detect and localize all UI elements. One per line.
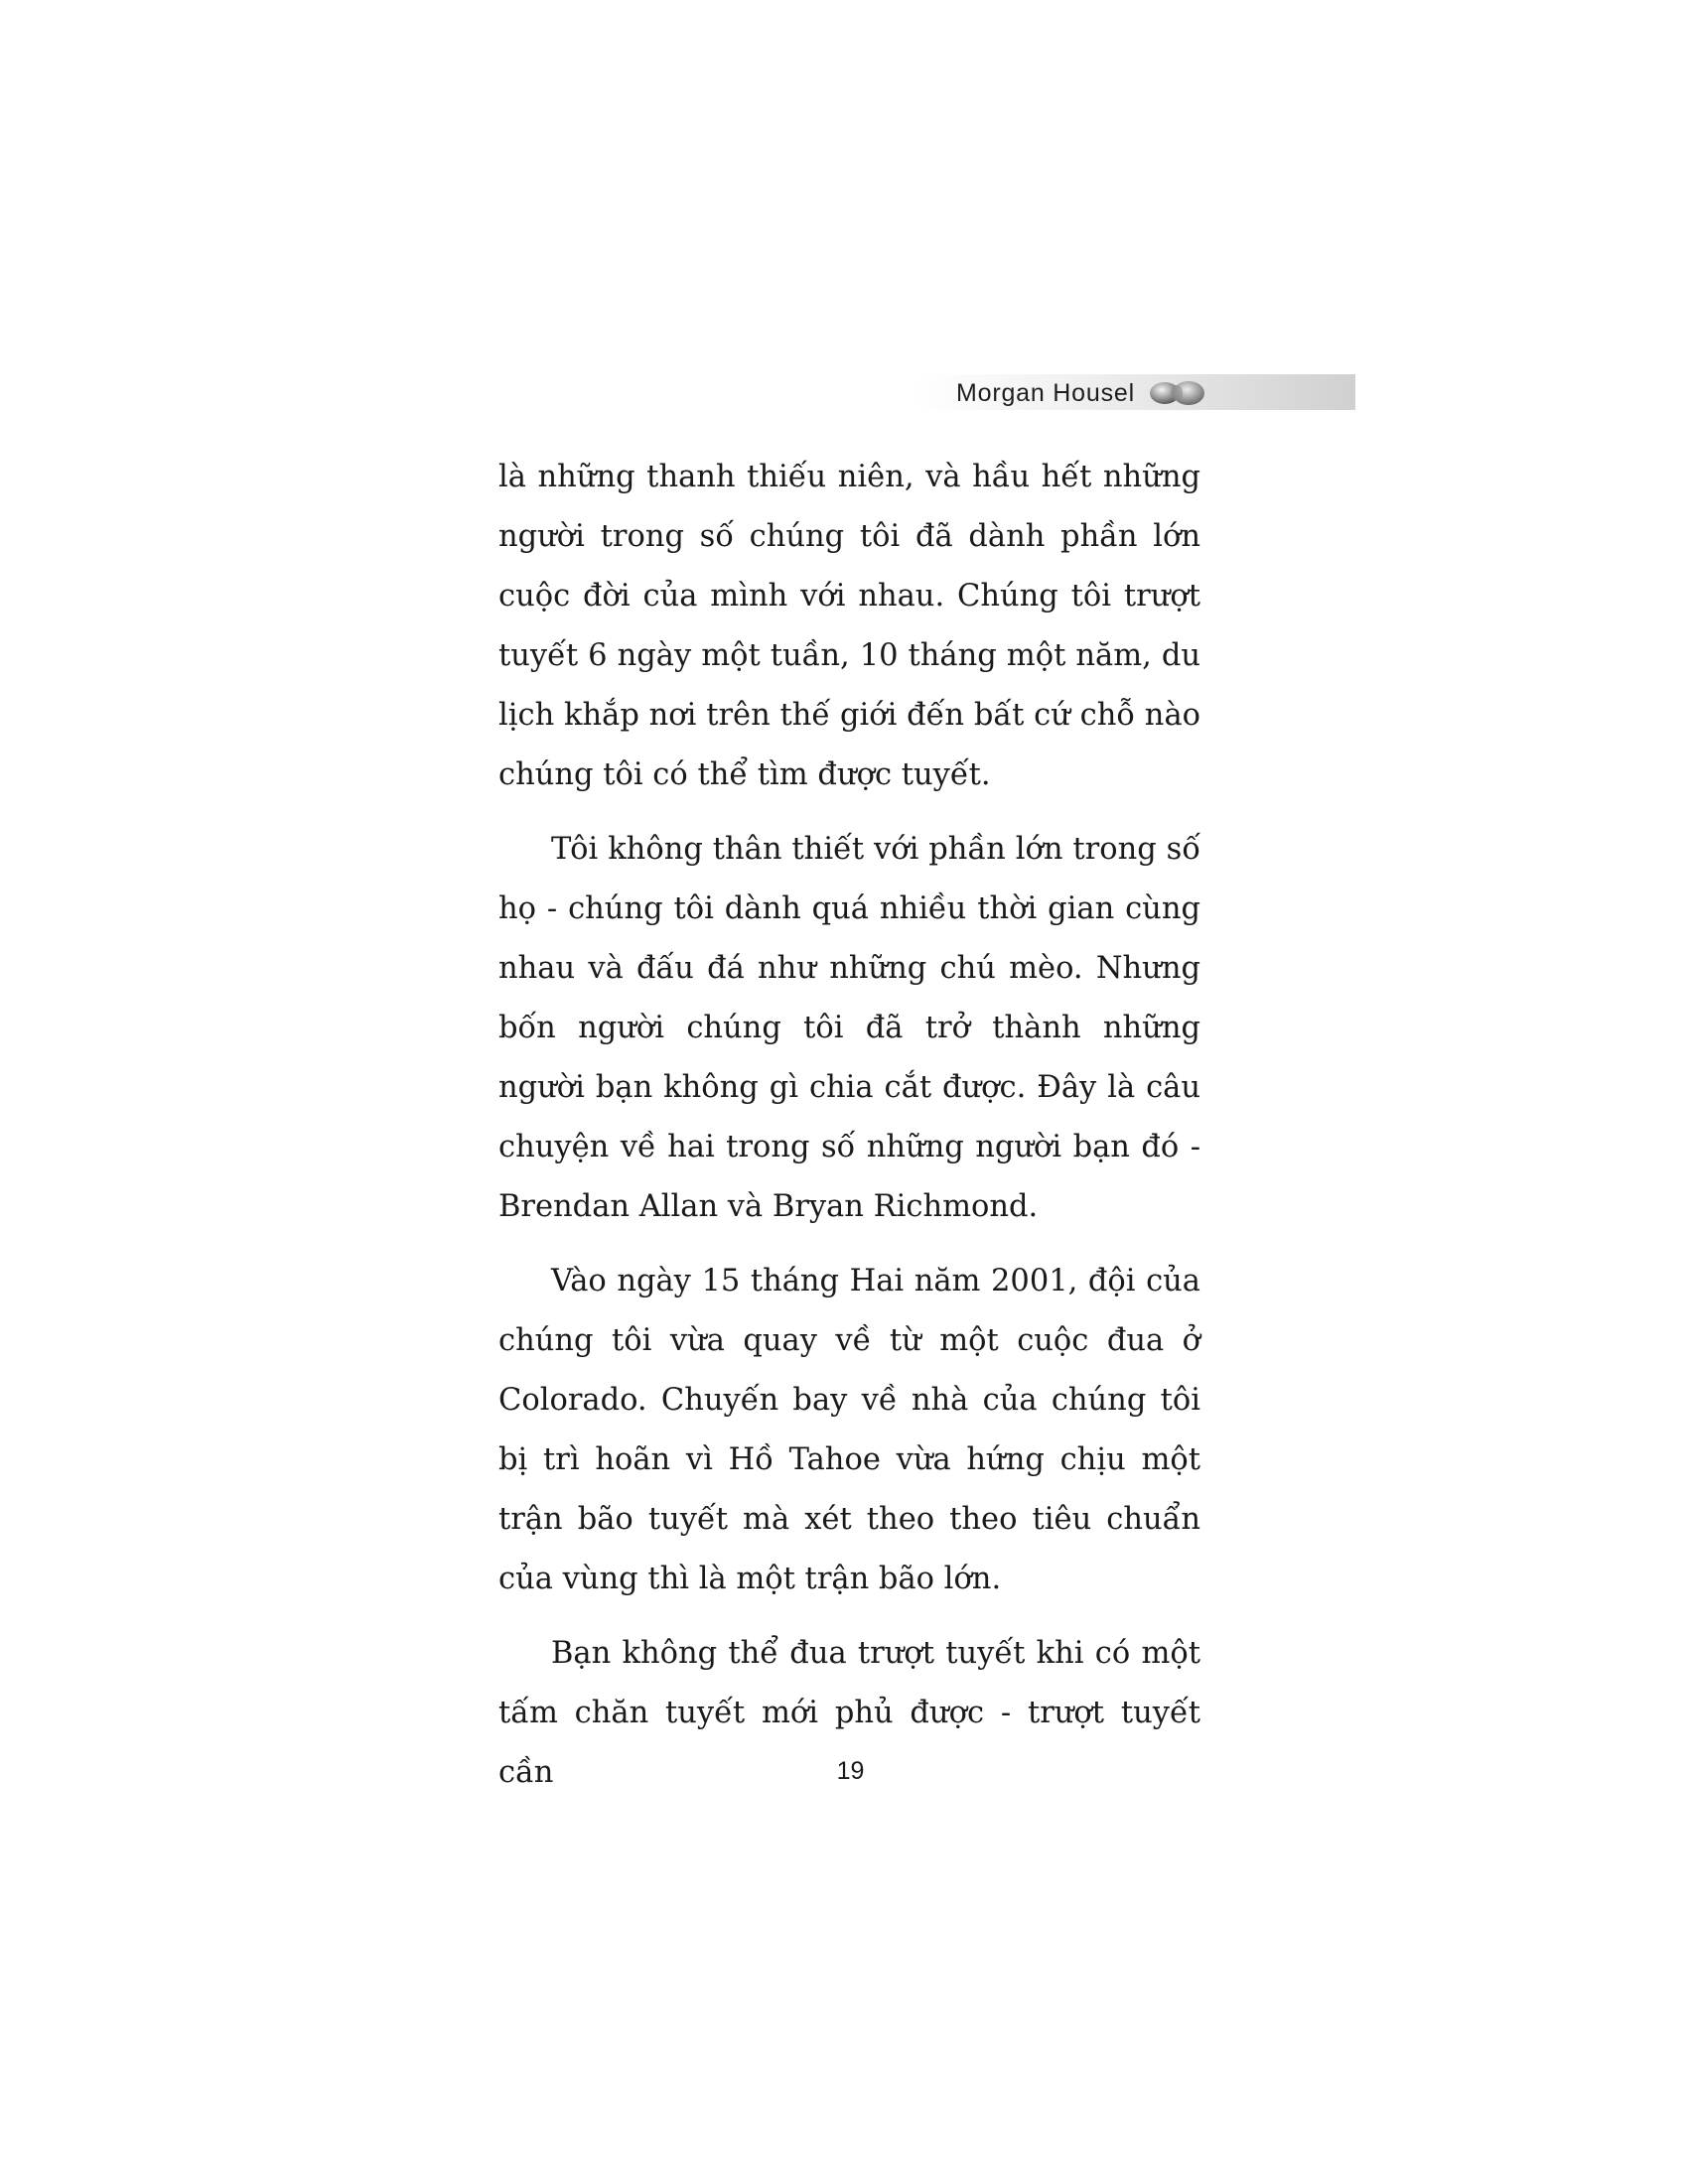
double-circle-ornament-icon (1147, 378, 1208, 408)
page-number: 19 (836, 1757, 865, 1785)
paragraph-2: Tôi không thân thiết với phần lớn trong số họ - chúng tôi dành quá nhiều thời gian cùng nhau và đấu đá như những chú mèo. Nhưng bốn người chúng tôi đã trở thành những người bạn không gì chia cắt được. Đây là câu chuyện về hai trong số những người bạn đó - Brendan Allan và Bryan Richmond. (498, 832, 1200, 1224)
paragraph-4: Bạn không thể đua trượt tuyết khi có một tấm chăn tuyết mới phủ được - trượt tuyết cần (498, 1636, 1200, 1790)
running-header-author: Morgan Housel (956, 379, 1135, 407)
paragraph-3: Vào ngày 15 tháng Hai năm 2001, đội của chúng tôi vừa quay về từ một cuộc đua ở Colorado. Chuyến bay về nhà của chúng tôi bị trì hoãn vì Hồ Tahoe vừa hứng chịu một trận bão tuyết mà xét theo theo tiêu chuẩn của vùng thì là một trận bão lớn. (498, 1264, 1200, 1596)
body-text (498, 448, 1200, 1818)
paragraph-1: là những thanh thiếu niên, và hầu hết những người trong số chúng tôi đã dành phần lớn cuộc đời của mình với nhau. Chúng tôi trượt tuyết 6 ngày một tuần, 10 tháng một năm, du lịch khắp nơi trên thế giới đến bất cứ chỗ nào chúng tôi có thể tìm được tuyết. (498, 460, 1200, 792)
